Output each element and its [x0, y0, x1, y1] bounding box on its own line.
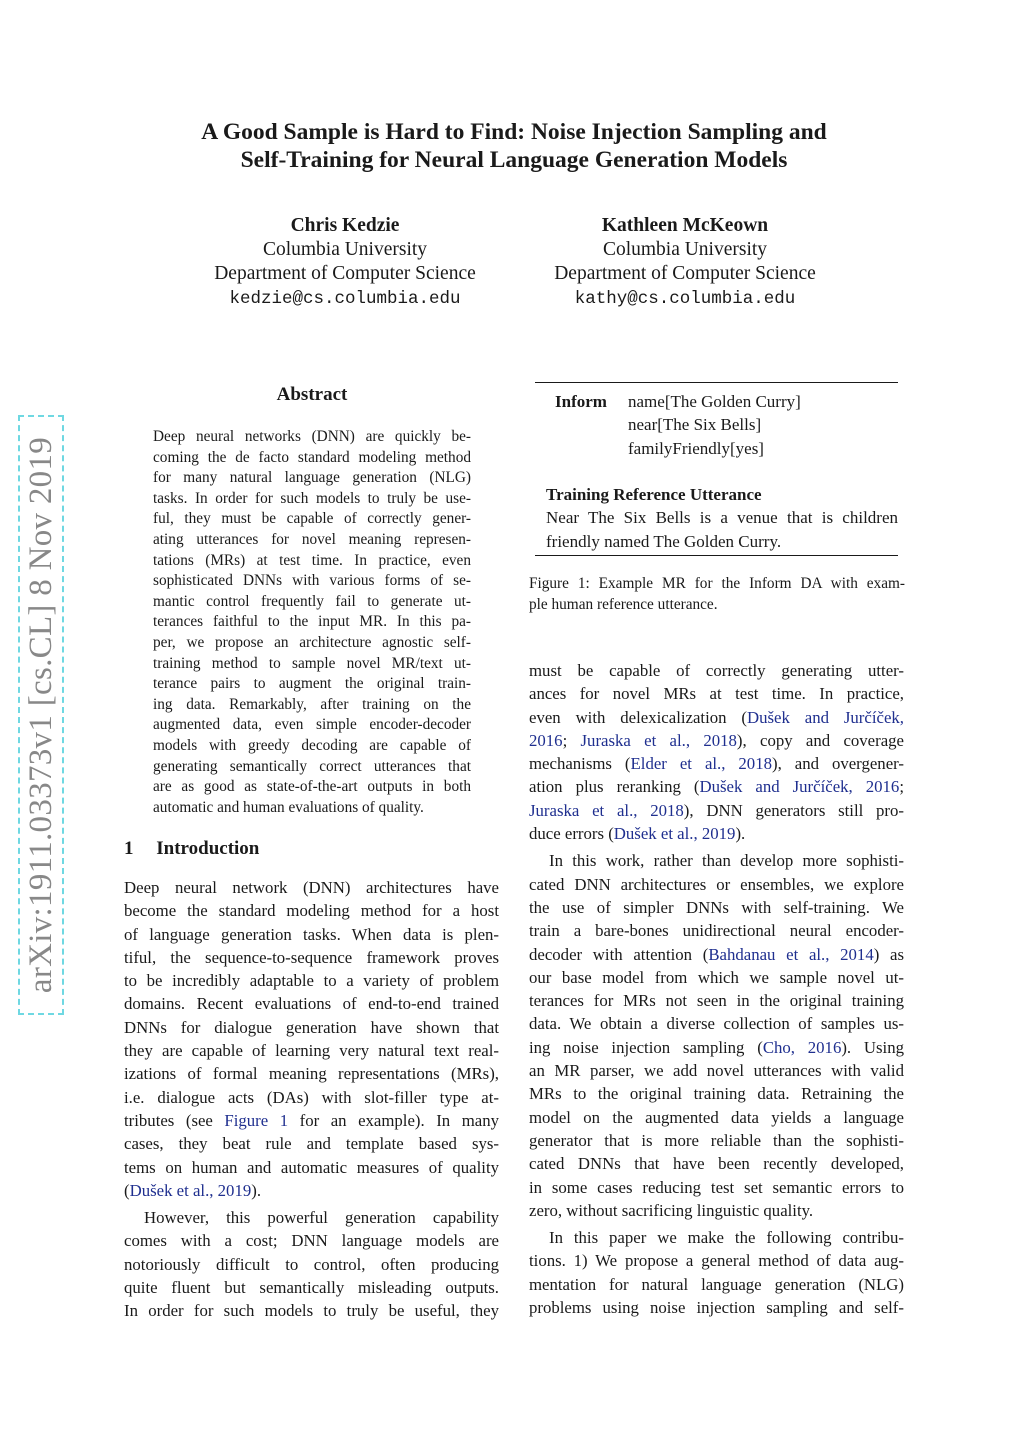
body-line: to be incredibly adaptable to a variety of problem [124, 971, 499, 991]
author-affiliation: Columbia University [262, 239, 428, 260]
figure-1-link[interactable]: Figure 1 [224, 1110, 289, 1130]
body-line: In this work, rather than develop more sophisti- [549, 851, 904, 871]
text-fragment: even with delexicalization ( [529, 707, 747, 727]
body-line: train a bare-bones unidirectional neural encoder- [529, 921, 904, 941]
body-line: In this paper we make the following contribu- [549, 1228, 904, 1248]
abstract-line: Deep neural networks (DNN) are quickly be- [153, 428, 471, 445]
abstract-body [153, 427, 471, 818]
section-number: 1 [124, 838, 134, 859]
body-line: model on the augmented data yields a language [529, 1107, 904, 1127]
left-column-body [124, 876, 499, 1323]
abstract-line: ful, they must be capable of correctly gener- [153, 510, 471, 528]
text-fragment: mechanisms ( [529, 754, 631, 774]
body-line: DNNs for dialogue generation have shown that [124, 1017, 499, 1037]
citation-link[interactable]: Juraska et al., 2018 [529, 800, 684, 820]
body-line: our base model from which we sample novel ut- [529, 967, 904, 987]
abstract-line: sophisticated DNNs with various forms of se- [153, 572, 471, 590]
body-line: mentation for natural language generation (NLG) [529, 1274, 904, 1294]
body-line [529, 752, 904, 775]
body-line: quite fluent but semantically misleading outputs. [124, 1278, 499, 1298]
body-line [529, 1036, 904, 1059]
text-fragment: duce errors ( [529, 824, 614, 844]
citation-link[interactable]: Dušek and Jurčíček, [747, 707, 904, 727]
body-line: tiful, the sequence-to-sequence framework proves [124, 947, 499, 967]
author-email[interactable]: kathy@cs.columbia.edu [574, 289, 796, 309]
title-line-2: Self-Training for Neural Language Generation Models [240, 147, 788, 173]
reference-heading: Training Reference Utterance [546, 485, 762, 504]
body-line: of language generation tasks. When data is plen- [124, 924, 499, 944]
abstract-line: terance pairs to augment the original train- [153, 675, 471, 693]
citation-link[interactable]: Elder et al., 2018 [630, 754, 772, 774]
author-email[interactable]: kedzie@cs.columbia.edu [229, 289, 461, 309]
citation-link[interactable]: Cho, 2016 [762, 1037, 842, 1057]
figure-top-rule [535, 382, 898, 383]
author-block-2 [520, 214, 850, 311]
body-line: zero, without sacrificing linguistic quality. [529, 1200, 814, 1220]
citation-link[interactable]: Juraska et al., 2018 [580, 730, 737, 750]
abstract-line: mantic control frequently fail to generate ut- [153, 592, 471, 610]
text-fragment: ( [124, 1180, 130, 1200]
body-line: ances for novel MRs at test time. In practice, [529, 684, 904, 704]
caption-line: Figure 1: Example MR for the Inform DA with exam- [529, 575, 905, 592]
abstract-line: automatic and human evaluations of quality. [153, 798, 424, 816]
body-line: domains. Recent evaluations of end-to-end trained [124, 994, 499, 1014]
body-line: tems on human and automatic measures of quality [124, 1157, 499, 1177]
abstract-line: models with greedy decoding are capable of [153, 736, 471, 754]
text-fragment: tributes (see [124, 1110, 225, 1130]
section-title: Introduction [156, 838, 260, 859]
abstract-line: training method to sample novel MR/text ut- [153, 654, 471, 672]
slot-list [628, 390, 801, 460]
body-line [124, 1109, 499, 1132]
figure-bottom-rule [535, 555, 898, 556]
arxiv-stamp: arXiv:1911.03373v1 [cs.CL] 8 Nov 2019 [18, 415, 64, 1015]
author-department: Department of Computer Science [214, 263, 476, 284]
abstract-line: tasks. In order for such models to truly be use- [153, 489, 471, 507]
author-name: Chris Kedzie [290, 215, 400, 236]
slot-item: near[The Six Bells] [628, 415, 762, 435]
citation-link[interactable]: Bahdanau et al., 2014 [708, 944, 874, 964]
body-line: terances for MRs not seen in the original training [529, 991, 904, 1011]
body-line: cated DNNs that have been recently developed, [529, 1154, 904, 1174]
abstract-line: coming the de facto standard modeling method [153, 448, 471, 466]
body-line: the use of simpler DNNs with self-training. We [529, 897, 904, 917]
body-line: generator that is more reliable than the sophisti- [529, 1130, 904, 1150]
text-fragment: ). [251, 1180, 262, 1200]
body-line: Deep neural network (DNN) architectures have [124, 878, 499, 897]
caption-line: ple human reference utterance. [529, 595, 718, 613]
body-line: an MR parser, we add novel utterances with valid [529, 1061, 904, 1081]
body-line: tions. 1) We propose a general method of data aug- [529, 1251, 904, 1271]
paper-title [100, 118, 928, 174]
author-affiliation: Columbia University [602, 239, 768, 260]
abstract-line: terances faithful to the input MR. In this pa- [153, 613, 471, 631]
author-department: Department of Computer Science [554, 263, 816, 284]
abstract-line: ing data. Remarkably, after training on the [153, 695, 471, 713]
body-line: cases, they beat rule and template based sys- [124, 1134, 499, 1154]
abstract-heading: Abstract [276, 384, 348, 405]
text-fragment: decoder with attention ( [529, 944, 709, 964]
abstract-line: ating utterances for novel meaning represen- [153, 530, 471, 548]
body-line: cated DNN architectures or ensembles, we explore [529, 874, 904, 894]
body-line: MRs to the original training data. Retraining the [529, 1084, 904, 1104]
author-name: Kathleen McKeown [601, 215, 769, 236]
text-fragment: ation plus reranking ( [529, 777, 700, 797]
text-fragment: ) as [873, 944, 904, 964]
body-line [529, 822, 904, 845]
body-line: notoriously difficult to control, often producing [124, 1254, 499, 1274]
text-fragment: ), copy and coverage [736, 730, 904, 750]
body-line [529, 775, 904, 798]
body-line: i.e. dialogue acts (DAs) with slot-filler type at- [124, 1087, 499, 1107]
text-fragment: ). [735, 824, 746, 844]
text-fragment: ). Using [841, 1037, 904, 1057]
author-block-1 [180, 214, 510, 311]
text-fragment: ), DNN generators still pro- [683, 800, 905, 820]
abstract-line: generating semantically correct utterances that [153, 757, 471, 775]
body-line: become the standard modeling method for a host [124, 901, 499, 921]
text-fragment: ; [899, 777, 904, 797]
figure-caption [529, 574, 905, 615]
citation-link[interactable]: Dušek and Jurčíček, 2016 [699, 777, 900, 797]
text-fragment: ), and overgener- [771, 754, 904, 774]
abstract-line: per, we propose an architecture agnostic self- [153, 633, 471, 651]
slot-item: name[The Golden Curry] [628, 392, 801, 411]
body-line [529, 799, 904, 822]
body-line [529, 729, 904, 752]
body-line: In order for such models to truly be useful, they [124, 1301, 499, 1321]
text-fragment: ; [562, 730, 581, 750]
body-line: izations of formal meaning representations (MRs), [124, 1064, 499, 1084]
title-line-1: A Good Sample is Hard to Find: Noise Injection Sampling and [201, 119, 827, 145]
right-column-body [529, 659, 904, 1319]
citation-link[interactable]: Dušek et al., 2019 [129, 1180, 252, 1200]
body-line [529, 706, 904, 729]
reference-line: friendly named The Golden Curry. [546, 531, 782, 551]
citation-link[interactable]: Dušek et al., 2019 [613, 824, 736, 844]
citation-link[interactable]: 2016 [529, 730, 563, 750]
body-line: problems using noise injection sampling and self- [529, 1298, 904, 1318]
text-fragment: ing noise injection sampling ( [529, 1037, 763, 1057]
abstract-line: tations (MRs) at test time. In practice, even [153, 551, 471, 569]
section-heading-introduction [124, 838, 259, 860]
body-line [124, 1179, 499, 1202]
figure-reference-utterance [546, 483, 898, 553]
slot-item: familyFriendly[yes] [628, 438, 764, 458]
body-line: data. We obtain a diverse collection of samples us- [529, 1014, 904, 1034]
body-line: in some cases reducing test set semantic errors to [529, 1177, 904, 1197]
body-line: must be capable of correctly generating utter- [529, 661, 904, 680]
body-line: comes with a cost; DNN language models are [124, 1231, 499, 1251]
reference-line: Near The Six Bells is a venue that is children [546, 508, 898, 528]
text-fragment: for an example). In many [288, 1110, 499, 1130]
abstract-line: augmented data, even simple encoder-decoder [153, 716, 471, 734]
abstract-line: for many natural language generation (NLG) [153, 469, 471, 487]
body-line: they are capable of learning very natural text real- [124, 1041, 499, 1061]
dialogue-act-label: Inform [555, 392, 607, 411]
body-line: However, this powerful generation capability [144, 1208, 499, 1228]
abstract-line: are as good as state-of-the-art outputs in both [153, 778, 471, 796]
body-line [529, 943, 904, 966]
